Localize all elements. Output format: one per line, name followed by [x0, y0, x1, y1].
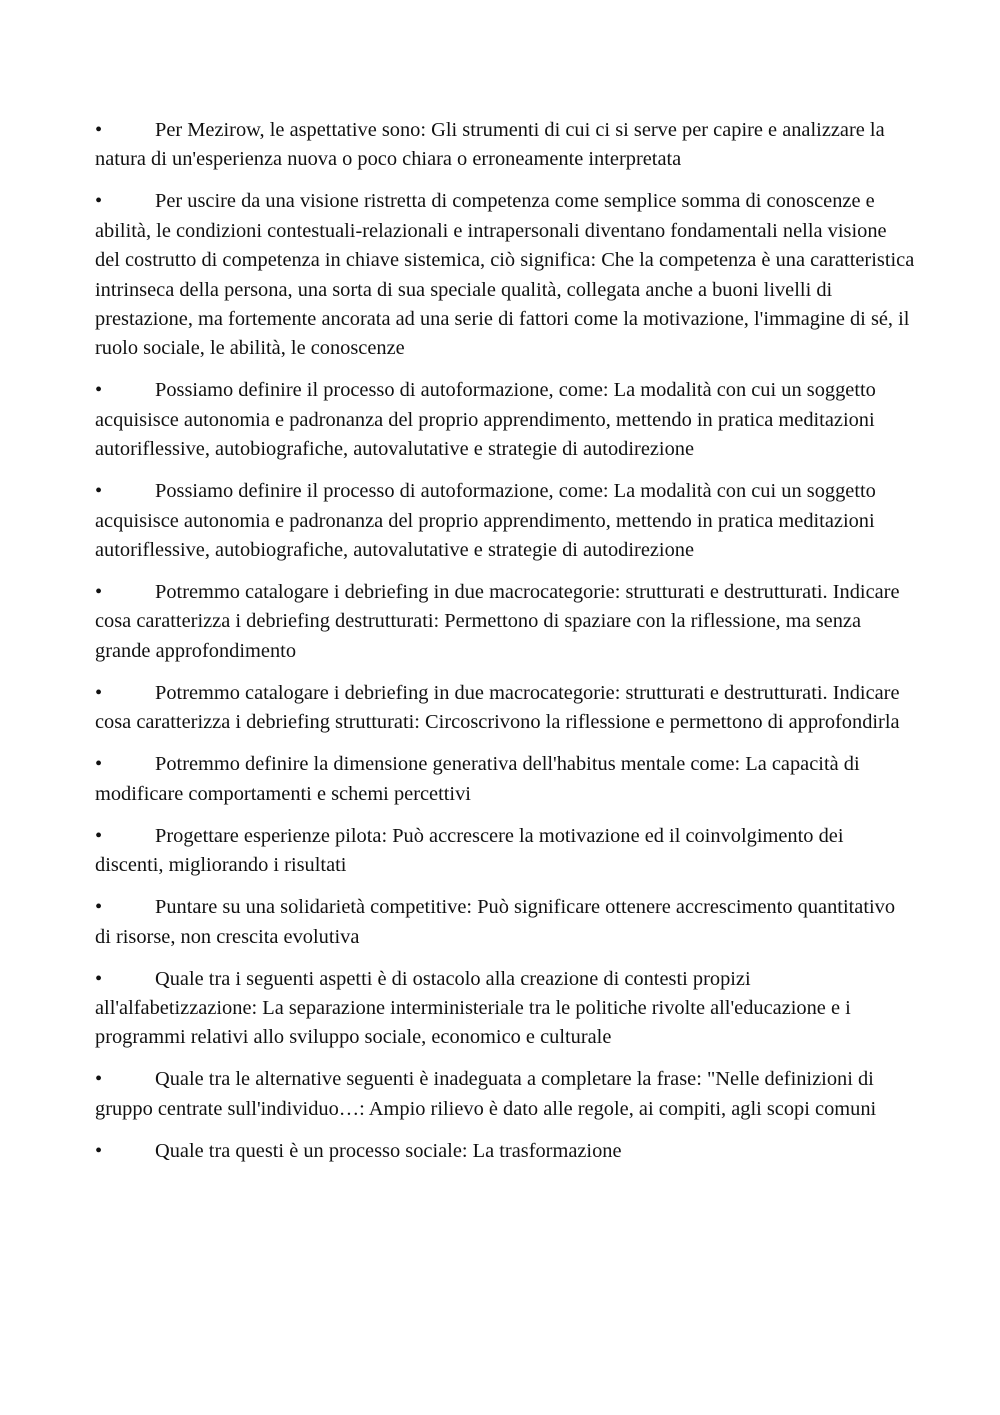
item-text: Potremmo catalogare i debriefing in due macrocategorie: strutturati e destrutturati. Indicare cosa caratterizza i debriefing strutturati: Circoscrivono la riflessione e permettono di approfondirla: [95, 681, 900, 734]
item-text: Quale tra questi è un processo sociale: La trasformazione: [155, 1139, 622, 1162]
bullet-icon: •: [95, 824, 103, 847]
item-text: Quale tra i seguenti aspetti è di ostacolo alla creazione di contesti propizi all'alfabetizzazione: La separazione interministeriale tra le politiche rivolte all'educazione e i programmi relativi allo sviluppo sociale, economico e culturale: [95, 967, 851, 1049]
bullet-icon: •: [95, 967, 103, 990]
item-text: Potremmo definire la dimensione generativa dell'habitus mentale come: La capacità di modificare comportamenti e schemi percettivi: [95, 753, 860, 805]
item-text: Per uscire da una visione ristretta di competenza come semplice somma di conoscenze e abilità, le condizioni contestuali-relazionali e intrapersonali diventano fondamentali nella visione del costrutto di competenza in chiave sistemica, ciò significa: Che la competenza è una caratteristica intrinseca della persona, una sorta di sua speciale qualità, collegata anche a buoni livelli di prestazione, ma fortemente ancorata ad una serie di fattori come la motivazione, l'immagine di sé, il ruolo sociale, le abilità, le conoscenze: [95, 190, 915, 360]
list-item: [95, 578, 915, 666]
list-item: [95, 477, 915, 565]
list-item: [95, 893, 915, 952]
list-item: [95, 965, 915, 1053]
bullet-list: [95, 116, 915, 1179]
bullet-icon: •: [95, 681, 103, 704]
list-item: [95, 1065, 915, 1124]
item-text: Puntare su una solidarietà competitive: Può significare ottenere accrescimento quantitativo di risorse, non crescita evolutiva: [95, 896, 896, 948]
bullet-icon: •: [95, 190, 103, 213]
list-item: [95, 1137, 915, 1166]
item-text: Potremmo catalogare i debriefing in due macrocategorie: strutturati e destrutturati. Indicare cosa caratterizza i debriefing destrutturati: Permettono di spaziare con la riflessione, ma senza grande approfondimento: [95, 581, 900, 662]
bullet-icon: •: [95, 753, 103, 776]
item-text: Possiamo definire il processo di autoformazione, come: La modalità con cui un soggetto acquisisce autonomia e padronanza del proprio apprendimento, mettendo in pratica meditazioni autoriflessive, autobiografiche, autovalutative e strategie di autodirezione: [95, 480, 876, 562]
bullet-icon: •: [95, 581, 103, 604]
bullet-icon: •: [95, 480, 103, 503]
bullet-icon: •: [95, 1139, 103, 1162]
bullet-icon: •: [95, 896, 103, 919]
list-item: [95, 679, 915, 738]
bullet-icon: •: [95, 119, 103, 141]
item-text: Progettare esperienze pilota: Può accrescere la motivazione ed il coinvolgimento dei discenti, migliorando i risultati: [95, 824, 844, 877]
list-item: [95, 750, 915, 809]
bullet-icon: •: [95, 379, 103, 402]
item-text: Possiamo definire il processo di autoformazione, come: La modalità con cui un soggetto acquisisce autonomia e padronanza del proprio apprendimento, mettendo in pratica meditazioni autoriflessive, autobiografiche, autovalutative e strategie di autodirezione: [95, 379, 876, 461]
list-item: [95, 376, 915, 464]
list-item: [95, 822, 915, 881]
item-text: Quale tra le alternative seguenti è inadeguata a completare la frase: "Nelle definizioni di gruppo centrate sull'individuo…: Ampio rilievo è dato alle regole, ai compiti, agli scopi comuni: [95, 1068, 877, 1120]
item-text: Per Mezirow, le aspettative sono: Gli strumenti di cui ci si serve per capire e analizzare la natura di un'esperienza nuova o poco chiara o erroneamente interpretata: [95, 119, 885, 171]
bullet-icon: •: [95, 1068, 103, 1091]
list-item: [95, 116, 915, 175]
list-item: [95, 187, 915, 363]
